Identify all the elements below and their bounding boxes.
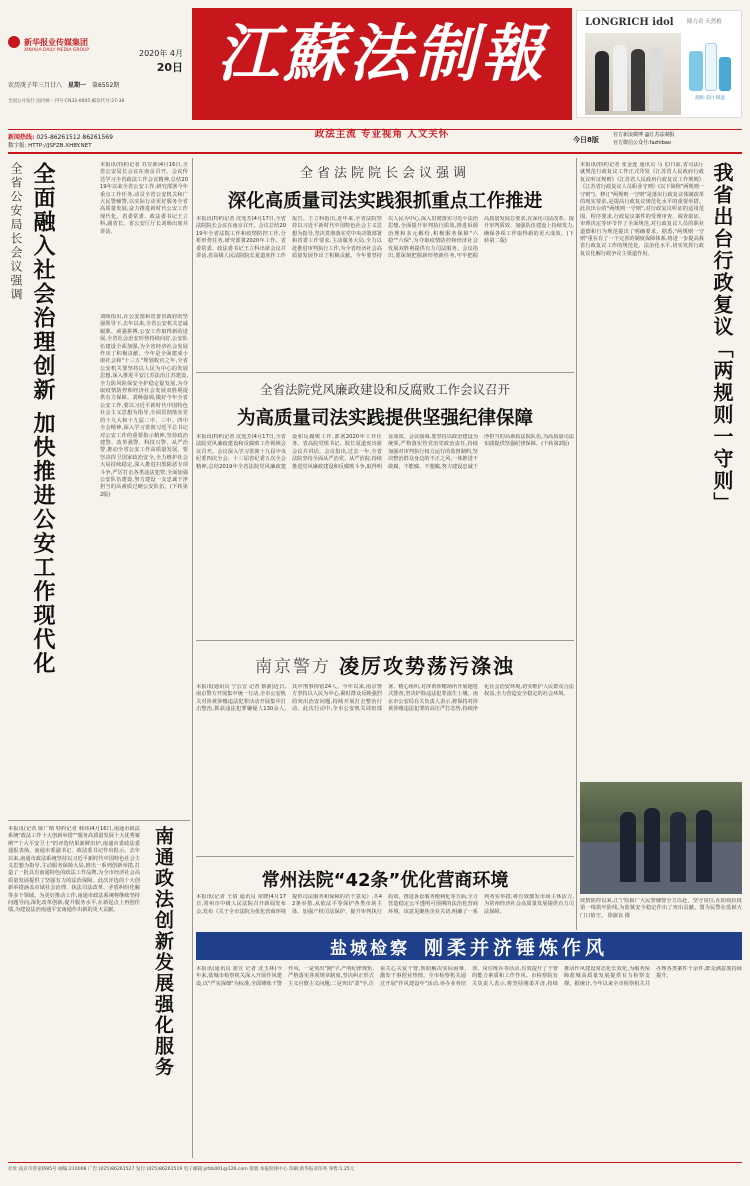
center-mid-headline: 为高质量司法实践提供坚强纪律保障: [236, 408, 533, 429]
weekday: 星期一: [68, 82, 87, 89]
bottom-story-headline: 刚柔并济锤炼作风: [423, 936, 608, 959]
bottom-story-banner: [196, 932, 742, 960]
issue-number: 第6552期: [92, 82, 120, 89]
left-story-body: 刘旸指出,在公安部和省委省政府的坚强领导下,去年以来,全省公安机关忠诚履职、顽强拼搏,公安工作取得新的进展,全省社会治安形势持续向好,公安队伍建设全面加强,为全省经济社会发展作出了积极贡献。今年是全面建成小康社会和"十三五"规划收官之年,全省公安机关要坚持以人民为中心的发展思想,深入推进平安江苏法治江苏建设,全力防风险保安全护稳定促发展,为夺取疫情防控和经济社会发展双胜利提供有力保障。刘旸强调,做好今年全省公安工作,要以习近平新时代中国特色社会主义思想为指导,全面贯彻落实党的十九大和十九届二中、三中、四中全会精神,深入学习贯彻习近平总书记对公安工作的重要指示精神,坚持政治建警、改革强警、科技兴警、从严治警,推动全省公安工作高质量发展。要坚决捍卫国家政治安全,全力维护社会大局持续稳定,深入推进扫黑除恶专项斗争,严厉打击各类违法犯罪,全面加强公安队伍建设,努力建设一支忠诚干净担当的高素质过硬公安队伍。(下转第2版): [100, 314, 188, 498]
website-url[interactable]: HTTP://JSFZB.XHBY.NET: [28, 143, 92, 149]
nanjing-story: [196, 644, 574, 854]
news-photo: [580, 782, 742, 926]
hotline-label: 新闻热线:: [8, 134, 35, 141]
footer-divider: [8, 1162, 742, 1163]
info-bar: [8, 129, 742, 151]
pages-today: 今日8版: [573, 136, 599, 144]
title-block: [192, 8, 572, 120]
bottom-story: [196, 932, 742, 1160]
left-story: [8, 158, 190, 818]
lunar-line: [8, 80, 188, 89]
left-story-kicker: 全省公安局长会议强调: [9, 162, 23, 302]
date-day: 20日: [156, 61, 183, 74]
center-top-divider: [196, 372, 574, 373]
center-top-story: [196, 158, 574, 370]
left-story-headline: 全面融入社会治理创新 加快推进公安工作现代化: [30, 162, 56, 676]
center-mid-story: [196, 376, 574, 638]
footer-info: 社址:南京市管家桥85号 邮编:210008 广告:(025)86261527 发行:(025)86261519 电子邮箱:jsfzb001@126.com 排版:本报照排中心 印刷:新华报业印务 零售:1.25元: [8, 1167, 355, 1172]
nanjing-divider: [196, 856, 574, 857]
ad-product-image: [687, 37, 733, 107]
left-story-lead: 本报讯(特约记者 苏宣新)4月16日,全省公安局长会议在南京召开。会议传达学习全省政法工作会议精神,总结2019年以来全省公安工作,研究部署今年重点工作任务,动员全省公安机关和广大民警辅警,以实际行动更好服务全省高质量发展,奋力推进新时代公安工作现代化。省委常委、政法委书记王立科,副省长、省公安厅厅长刘旸出席并讲话。: [100, 162, 188, 235]
center-mid-divider: [196, 640, 574, 641]
website: [8, 141, 92, 149]
hotline: [8, 132, 113, 141]
social-accounts: [613, 131, 743, 147]
cn-number: 全国公开发行 国内统一刊号:CN32-0005 邮发代号:27-38: [8, 99, 125, 104]
photo-caption: 疫情防控以来,江宁监狱广大民警辅警全力以赴、坚守岗位,在防疫抗疫第一线筑牢防线,为监狱安全稳定作出了突出贡献。图为民警在监狱大门口值守。 徐淑良 摄: [580, 898, 742, 919]
ad-brand-sub: 隆力奇 天然植: [687, 19, 722, 25]
slogan: 政法主流 专业视角 人文关怀: [314, 129, 450, 140]
wechat-account[interactable]: 官方微信公众号:fazhibao: [613, 140, 671, 146]
right-story-body: 本报讯(特约记者 张金连 通讯员 马飞)日前,省司法厅就规范行政复议工作正式印发《江苏省人民政府行政复议听证规则》《江苏省人民政府行政复议工作规则》《江苏省行政复议人员职业守则》(以下简称"两规则一守则")。修订"两规则一守则"是落实行政复议体制改革的现实要求,是提高行政复议规范化水平的重要举措。此次出台的"两规则一守则",对行政复议听证的适用范围、程序要求,行政复议案件的受理审查、调查取证、审理决定等环节作了全面规范,对行政复议人员的职业道德和行为规范提出了明确要求。据悉,"两规则一守则"重在有了一个完善的制度保障体系,将进一步提高我省行政复议工作的规范化、法治化水平,切实发挥行政复议化解行政争议主渠道作用。: [580, 162, 704, 257]
website-label: 数字报:: [8, 143, 27, 149]
lunar-date: 农历庚子年三月廿八: [8, 82, 63, 89]
center-mid-body: 本报讯(特约记者 沈莲芳)4月17日,全省法院党风廉政建设和反腐败工作视频会议召开。会议深入学习贯彻十九届中央纪委四次全会、十三届省纪委五次全会精神,总结2019年全省法院党风廉政建设和反腐败工作,部署2020年工作任务。省高院党组书记、院长夏道虎出席会议并讲话。会议指出,过去一年,全省法院坚持全面从严治党、从严治院,持续推进党风廉政建设和反腐败斗争,取得明显成效。会议强调,要坚持以政治建设为统领,严格落实管党治党政治责任,持续加强对审判执行权力运行的监督制约,坚决整治群众身边的不正之风,一体推进不敢腐、不能腐、不想腐,努力建设忠诚干净担当的高素质法院队伍,为高质量司法实践提供坚强纪律保障。(下转第2版): [196, 434, 574, 470]
right-story: [580, 158, 742, 778]
date-year-month: 2020年 4月: [139, 49, 183, 58]
nanjing-headline: 凌厉攻势荡污涤浊: [339, 654, 515, 678]
center-top-body: 本报讯(特约记者 沈莲芳)4月17日,全省法院院长会议在南京召开。会议总结2019年全省法院工作和疫情防控工作,分析形势任务,研究部署2020年工作。省委常委、政法委书记王立科出席会议并讲话,省高级人民法院院长夏道虎作工作报告。王立科指出,近年来,全省法院坚持以习近平新时代中国特色社会主义思想为指导,坚决贯彻落实党中央决策部署和省委工作要求,主动服务大局,全力以赴推进审判执行工作,为全省经济社会高质量发展作出了积极贡献。今年要坚持以人民为中心,深入贯彻落实习近平法治思想,全面提升审判执行质效,推进诉源治理和多元解纷,积极服务保障"六稳""六保",为夺取疫情防控和经济社会发展双胜利提供有力司法服务。会议指出,要深刻把握新形势新任务,牢牢把握高质量发展总要求,在深化司法改革、提升审判质效、加强队伍建设上持续发力,确保各项工作取得新的更大成效。(下转第二版): [196, 216, 574, 260]
center-top-headline: 深化高质量司法实践狠抓重点工作推进: [227, 191, 543, 212]
ad-brand: LONGRICH idol: [585, 17, 674, 28]
center-top-kicker: 全省法院院长会议强调: [299, 166, 470, 181]
changzhou-story: [196, 860, 574, 930]
weibo-account[interactable]: 官方新浪微博 @江苏法制报: [613, 132, 675, 138]
changzhou-body: 本报讯(记者 王倩 通讯员 常晓)4月17日,常州市中级人民法院召开新闻发布会,发布《关于全市法院为优化营商环境提供司法服务和保障的若干意见》,共42条举措,从依法平等保护各类市场主体、加强产权司法保护、提升审判执行质效、推进诉讼服务便利化等方面,全力营造稳定公平透明可预期的法治化营商环境。该意见聚焦企业关切,明确了一系列务实举措,将有效激发市场主体活力,为常州经济社会高质量发展提供有力司法保障。: [196, 894, 574, 915]
masthead-divider: [8, 152, 742, 154]
nanjing-body: 本报讯(通讯员 宁公宣 记者 蔡浙)近日,南京警方开展集中统一行动,全市公安机关对涉黄涉赌违法犯罪活动开展集中打击整治,抓获违法犯罪嫌疑人130余人,其中刑事拘留24人。今年以来,南京警方坚持以人民为中心,紧盯群众反映强烈的突出治安问题,持续开展打击整治行动。此次行动中,全市公安机关周密部署、精心组织,对涉黄涉赌场所开展地毯式排查,坚决铲除违法犯罪滋生土壤。南京市公安局有关负责人表示,将保持对涉黄涉赌违法犯罪的高压严打态势,持续净化社会治安环境,切实维护人民群众合法权益,全力营造安全稳定的社会环境。: [196, 684, 574, 713]
left-bottom-story-headline: 南通政法创新发展强化服务: [152, 826, 174, 1078]
ad-product-label: 润肤·美白·保湿: [695, 96, 725, 101]
left-story-divider: [8, 820, 190, 821]
prison-officers-photo: [580, 782, 742, 894]
changzhou-headline: 常州法院“42条”优化营商环境: [261, 870, 509, 891]
bottom-story-body: 本报讯(通讯员 盐宣 记者 沈玉林)今年来,盐城市检察机关深入开展作风建设,以"严实深细"为标准,全面锤炼干警作风。一是突出"刚"字,严明纪律规矩,严格落实各项规章制度,坚决纠正形式主义官僚主义问题;二是突出"柔"字,注重关心关爱干警,帮助解决实际困难,激发干事创业热情。全市检察机关通过开展"作风建设年"活动,举办业务培训、岗位练兵等活动,有效提升了干警的能力素质和工作作风。市检察院有关负责人表示,将坚持刚柔并济,持续推动作风建设常态化长效化,为服务保障盐城高质量发展提供有力检察支撑。据统计,今年以来全市检察机关共办理各类案件千余件,群众满意度持续提升。: [196, 966, 742, 987]
group-logo-name: 新华报业传媒集团: [24, 37, 88, 47]
ad-block: [576, 10, 742, 118]
bottom-story-tag: 盐城检察: [329, 938, 410, 959]
center-right-divider: [576, 158, 577, 930]
group-logo-icon: [8, 36, 20, 48]
group-logo-en: XINHUA DAILY MEDIA GROUP: [24, 48, 90, 53]
date-block: [113, 48, 183, 75]
left-bottom-story-body: 本报讯(记者 陈广晴 特约记者 韩伟)4月16日,南通市政法系统"政法工作十大创新举措""服务高质量发展十大优秀案例""十大平安卫士"的评选结果新鲜出炉,南通市委政法委通报表扬。南通市委副书记、政法委书记作出批示。去年以来,南通市政法系统坚持以习近平新时代中国特色社会主义思想为指导,主动服务保障大局,推出一系列创新举措,打造了一批具有南通特色的政法工作品牌,为全市经济社会高质量发展提供了坚强有力的法治保障。此次评选的十大创新举措涵盖市域社会治理、执法司法改革、矛盾纠纷化解等多个领域。为更好推动工作,南通市政法系统将继续坚持问题导向,深化改革创新,提升服务水平,在新起点上再创佳绩,为建设法治南通平安南通作出新的更大贡献。: [8, 826, 140, 914]
left-column-divider: [192, 158, 193, 1158]
newspaper-title: 江蘇法制報: [216, 17, 547, 90]
hotline-number: 025-86261512 86261569: [36, 134, 113, 141]
left-bottom-story: [8, 826, 190, 1156]
ad-people-image: [585, 33, 681, 115]
right-story-headline: 我省出台行政复议「两规则一守则」: [710, 162, 734, 514]
center-mid-kicker: 全省法院党风廉政建设和反腐败工作会议召开: [259, 382, 510, 397]
nanjing-tag: 南京警方: [255, 657, 331, 677]
